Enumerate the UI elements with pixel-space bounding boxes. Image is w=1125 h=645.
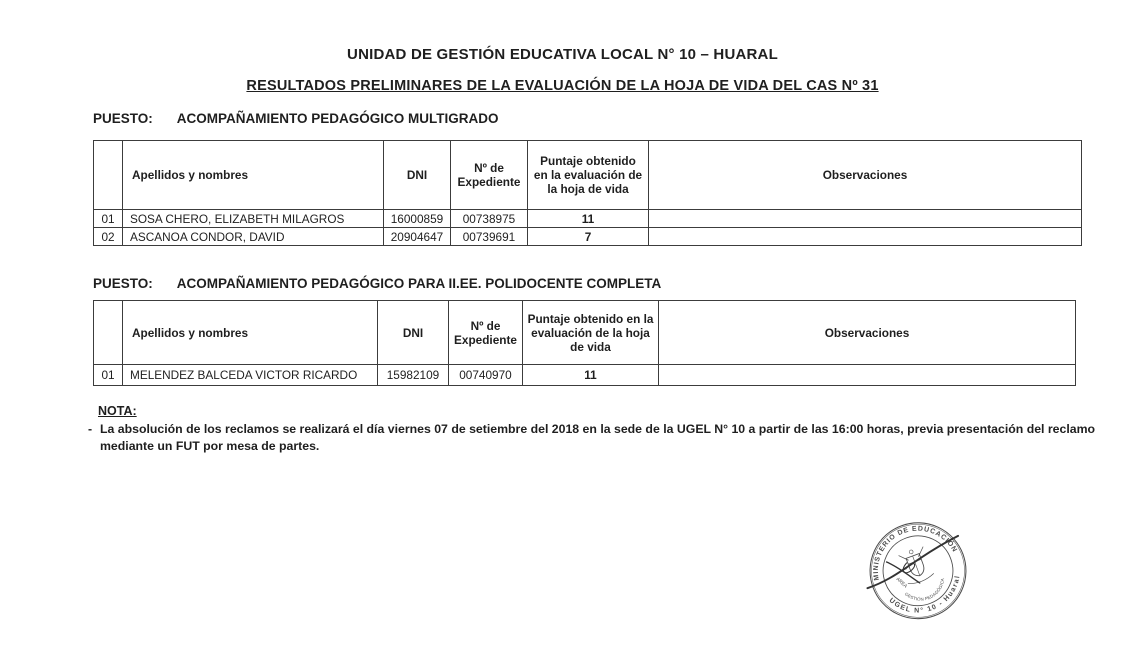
puesto-value: ACOMPAÑAMIENTO PEDAGÓGICO MULTIGRADO — [176, 111, 499, 126]
puesto-heading-1 — [93, 111, 499, 126]
cell-dni: 15982109 — [378, 365, 449, 386]
cell-num: 01 — [94, 210, 123, 228]
stamp-inner-arc-text: GESTIÓN PEDAGÓGICA — [903, 577, 946, 602]
puesto-heading-2 — [93, 276, 661, 291]
nota-bullet-dash: - — [88, 422, 93, 436]
document-subtitle: RESULTADOS PRELIMINARES DE LA EVALUACIÓN DE LA HOJA DE VIDA DEL CAS Nº 31 — [246, 78, 879, 94]
results-table-polidocente — [93, 300, 1075, 386]
document-title: UNIDAD DE GESTIÓN EDUCATIVA LOCAL N° 10 – HUARAL — [347, 46, 778, 63]
table-row — [94, 365, 1076, 386]
col-header-num — [94, 141, 123, 210]
table-header-row — [94, 141, 1082, 210]
col-header-puntaje: Puntaje obtenido en la evaluación de la hoja de vida — [528, 141, 649, 210]
puesto-value: ACOMPAÑAMIENTO PEDAGÓGICO PARA II.EE. POLIDOCENTE COMPLETA — [176, 276, 662, 291]
cell-dni: 16000859 — [384, 210, 451, 228]
cell-observaciones — [649, 210, 1082, 228]
col-header-observaciones: Observaciones — [659, 301, 1076, 365]
stamp-arc-bottom-text: UGEL N° 10 - Huaral — [887, 574, 962, 615]
cell-dni: 20904647 — [384, 228, 451, 246]
table-header-row — [94, 301, 1076, 365]
official-stamp — [854, 508, 982, 630]
col-header-expediente: Nº de Expediente — [451, 141, 528, 210]
cell-name: SOSA CHERO, ELIZABETH MILAGROS — [123, 210, 384, 228]
cell-num: 01 — [94, 365, 123, 386]
nota-text: La absolución de los reclamos se realizará el día viernes 07 de setiembre del 2018 en la sede de la UGEL N° 10 a partir de las 16:00 horas, previa presentación del reclamo mediante un FUT por mesa de partes. — [100, 422, 1096, 453]
col-header-dni: DNI — [378, 301, 449, 365]
results-table-multigrado — [93, 140, 1081, 246]
cell-observaciones — [649, 228, 1082, 246]
stamp-arc-top-text: MINISTERIO DE EDUCACIÓN — [872, 525, 959, 581]
stamp-area-text: AREA — [894, 577, 908, 590]
col-header-num — [94, 301, 123, 365]
table-row — [94, 210, 1082, 228]
nota-section — [88, 404, 1114, 454]
cell-expediente: 00740970 — [449, 365, 523, 386]
nota-item — [88, 421, 1114, 454]
cell-puntaje: 7 — [528, 228, 649, 246]
cell-expediente: 00739691 — [451, 228, 528, 246]
puesto-label: PUESTO: — [93, 276, 153, 291]
col-header-name: Apellidos y nombres — [123, 141, 384, 210]
cell-puntaje: 11 — [523, 365, 659, 386]
cell-num: 02 — [94, 228, 123, 246]
cell-name: MELENDEZ BALCEDA VICTOR RICARDO — [123, 365, 378, 386]
col-header-dni: DNI — [384, 141, 451, 210]
col-header-observaciones: Observaciones — [649, 141, 1082, 210]
nota-label: NOTA: — [98, 404, 137, 418]
puesto-label: PUESTO: — [93, 111, 153, 126]
cell-expediente: 00738975 — [451, 210, 528, 228]
table-row — [94, 228, 1082, 246]
cell-observaciones — [659, 365, 1076, 386]
col-header-expediente: Nº de Expediente — [449, 301, 523, 365]
col-header-name: Apellidos y nombres — [123, 301, 378, 365]
cell-puntaje: 11 — [528, 210, 649, 228]
col-header-puntaje: Puntaje obtenido en la evaluación de la hoja de vida — [523, 301, 659, 365]
cell-name: ASCANOA CONDOR, DAVID — [123, 228, 384, 246]
